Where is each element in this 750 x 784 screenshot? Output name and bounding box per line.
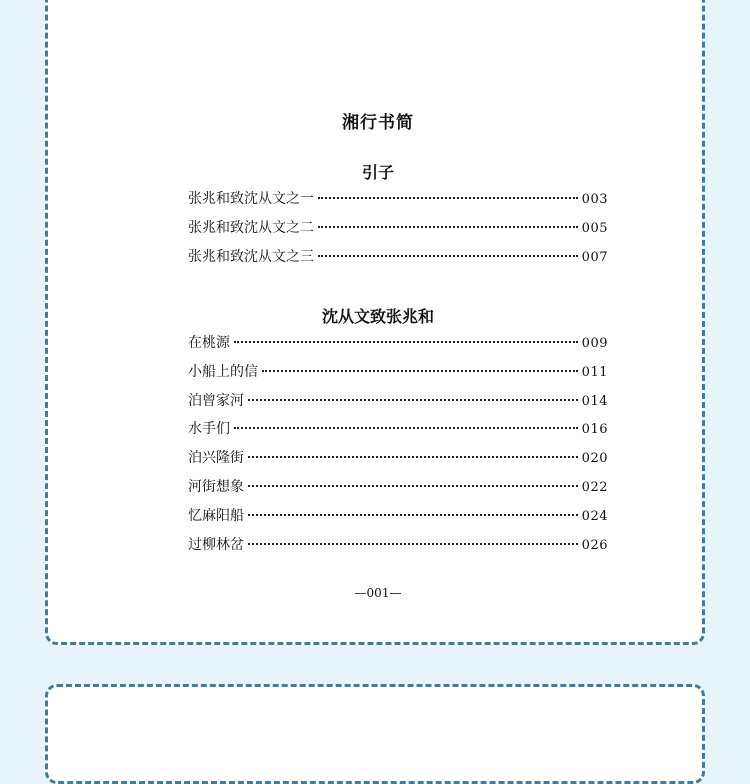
toc-entry-title: 张兆和致沈从文之二: [188, 219, 314, 236]
toc-entry[interactable]: [188, 534, 608, 563]
toc-leader-dots: [248, 485, 578, 487]
toc-entry-title: 张兆和致沈从文之一: [188, 191, 314, 207]
toc-entry-page: 009: [581, 336, 608, 351]
page-number: —001—: [354, 586, 402, 600]
toc-list-letters: [188, 332, 608, 562]
toc-entry[interactable]: [188, 418, 608, 447]
toc-leader-dots: [234, 427, 578, 429]
section-heading-letters: 沈从文致张兆和: [321, 307, 434, 326]
toc-entry[interactable]: [188, 390, 608, 419]
toc-leader-dots: [248, 514, 578, 516]
toc-entry-page: 020: [581, 451, 608, 467]
toc-entry-page: 007: [581, 249, 608, 265]
book-title: 湘行书简: [342, 113, 414, 133]
toc-leader-dots: [318, 226, 578, 228]
toc-entry-title: 水手们: [188, 421, 230, 438]
toc-entry[interactable]: [188, 246, 608, 275]
toc-entry[interactable]: [188, 188, 608, 217]
toc-entry-page: 026: [581, 537, 608, 553]
section-heading-intro: 引子: [361, 163, 394, 182]
toc-entry-page: 022: [581, 479, 608, 495]
toc-entry-title: 过柳林岔: [188, 536, 244, 553]
toc-page-card: [45, 0, 705, 645]
toc-leader-dots: [318, 197, 578, 199]
toc-leader-dots: [262, 370, 578, 372]
toc-entry-title: 在桃源: [188, 335, 230, 351]
toc-entry-title: 泊曾家河: [188, 392, 244, 409]
toc-entry-page: 024: [581, 508, 608, 524]
toc-entry-page: 014: [581, 393, 608, 409]
toc-entry-page: 003: [581, 192, 608, 207]
toc-entry[interactable]: [188, 332, 608, 361]
toc-leader-dots: [248, 543, 578, 545]
toc-entry-title: 小船上的信: [188, 363, 258, 380]
toc-entry-page: 016: [581, 422, 608, 438]
toc-entry-page: 011: [581, 364, 608, 380]
toc-entry[interactable]: [188, 505, 608, 534]
toc-leader-dots: [234, 341, 578, 343]
toc-entry-page: 005: [581, 220, 608, 236]
toc-entry[interactable]: [188, 217, 608, 246]
toc-leader-dots: [318, 255, 578, 257]
toc-entry[interactable]: [188, 447, 608, 476]
toc-leader-dots: [248, 399, 578, 401]
toc-entry[interactable]: [188, 361, 608, 390]
toc-leader-dots: [248, 456, 578, 458]
toc-entry-title: 忆麻阳船: [188, 507, 244, 524]
toc-entry[interactable]: [188, 476, 608, 505]
toc-entry-title: 河街想象: [188, 478, 244, 495]
toc-entry-title: 张兆和致沈从文之三: [188, 248, 314, 265]
toc-entry-title: 泊兴隆街: [188, 450, 244, 467]
next-page-card: [45, 684, 705, 784]
toc-list-intro: [188, 188, 608, 274]
